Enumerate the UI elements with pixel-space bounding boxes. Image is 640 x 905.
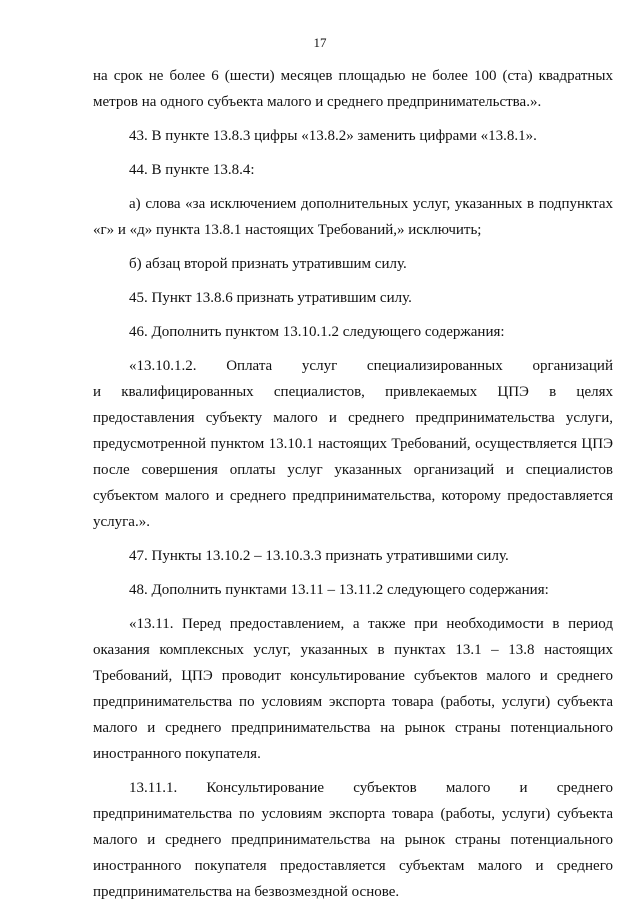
text-line: предусмотренной пунктом 13.10.1 настоящих Требований, осуществляется ЦПЭ — [93, 436, 613, 452]
text-line: а) слова «за исключением дополнительных услуг, указанных в подпунктах — [129, 196, 613, 212]
text-line: 48. Дополнить пунктами 13.11 – 13.11.2 следующего содержания: — [129, 582, 549, 598]
text-line: субъектом малого и среднего предпринимательства, которому предоставляется — [93, 488, 613, 504]
text-line: после совершения оплаты услуг указанных организаций и специалистов — [93, 462, 613, 478]
text-line: малого и среднего предпринимательства на рынок страны потенциального — [93, 832, 613, 848]
text-line: 45. Пункт 13.8.6 признать утратившим силу. — [129, 290, 412, 306]
text-line: 13.11.1. Консультирование субъектов малого и среднего — [129, 780, 613, 796]
text-line: «г» и «д» пункта 13.8.1 настоящих Требований,» исключить; — [93, 222, 482, 238]
text-line: 46. Дополнить пунктом 13.10.1.2 следующего содержания: — [129, 324, 505, 340]
text-line: Требований, ЦПЭ проводит консультирование субъектов малого и среднего — [93, 668, 613, 684]
text-line: 47. Пункты 13.10.2 – 13.10.3.3 признать утратившими силу. — [129, 548, 509, 564]
text-line: 44. В пункте 13.8.4: — [129, 162, 255, 178]
text-line: «13.10.1.2. Оплата услуг специализированных организаций — [129, 358, 613, 374]
text-line: 43. В пункте 13.8.3 цифры «13.8.2» заменить цифрами «13.8.1». — [129, 128, 537, 144]
text-line: иностранного покупателя. — [93, 746, 261, 762]
text-line: на срок не более 6 (шести) месяцев площадью не более 100 (ста) квадратных — [93, 68, 613, 84]
text-line: метров на одного субъекта малого и среднего предпринимательства.». — [93, 94, 542, 110]
text-line: иностранного покупателя предоставляется субъектам малого и среднего — [93, 858, 613, 874]
text-line: предоставления субъекту малого и среднего предпринимательства услуги, — [93, 410, 613, 426]
text-line: услуга.». — [93, 514, 150, 530]
text-line: предпринимательства по условиям экспорта товара (работы, услуги) субъекта — [93, 694, 613, 710]
text-line: предпринимательства по условиям экспорта товара (работы, услуги) субъекта — [93, 806, 613, 822]
text-line: предпринимательства на безвозмездной основе. — [93, 884, 400, 900]
text-line: б) абзац второй признать утратившим силу. — [129, 256, 407, 272]
page-number: 17 — [313, 35, 327, 50]
text-line: и квалифицированных специалистов, привлекаемых ЦПЭ в целях — [93, 384, 613, 400]
text-line: «13.11. Перед предоставлением, а также при необходимости в период — [129, 616, 613, 632]
text-line: малого и среднего предпринимательства на рынок страны потенциального — [93, 720, 613, 736]
document-body — [93, 63, 613, 905]
text-line: оказания комплексных услуг, указанных в пунктах 13.1 – 13.8 настоящих — [93, 642, 613, 658]
